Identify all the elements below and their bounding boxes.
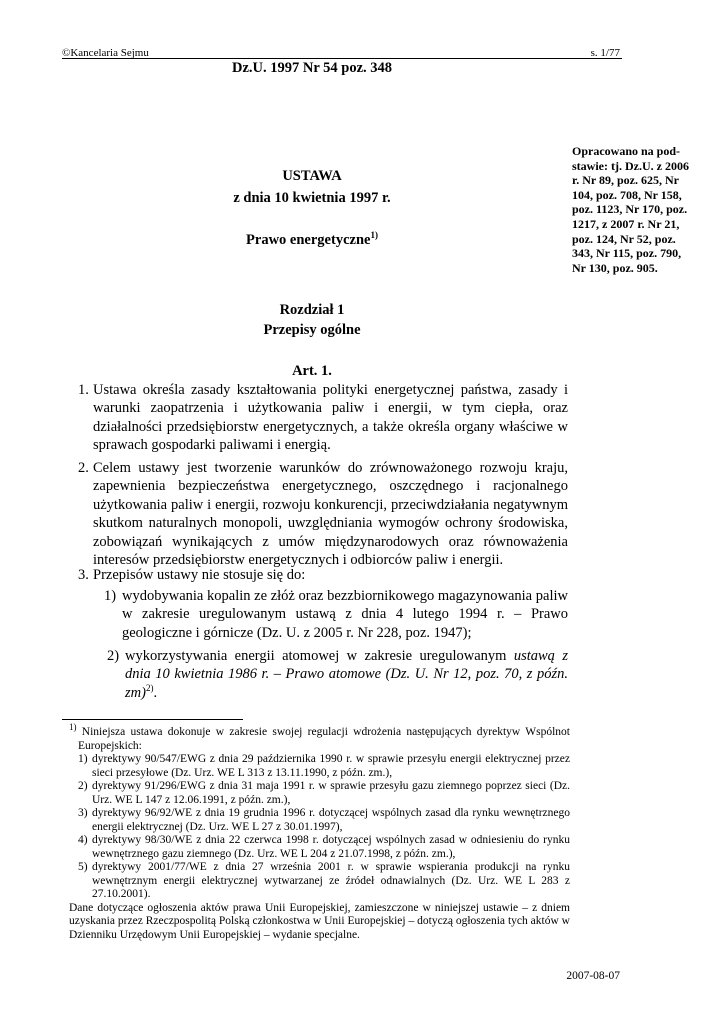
paragraph-2 bbox=[78, 459, 568, 569]
footnote-item-text: dyrektywy 91/296/EWG z dnia 31 maja 1991 r. w sprawie przesyłu gazu ziemnego poprzez sieci (Dz. Urz. WE L 147 z 12.06.1991, z późn. zm.), bbox=[92, 780, 570, 806]
footnote-1 bbox=[69, 722, 570, 942]
footnote-marker: 1) bbox=[69, 722, 77, 733]
paragraph-3 bbox=[78, 566, 568, 584]
footnote-item bbox=[78, 807, 570, 834]
footnote-separator bbox=[62, 719, 243, 720]
footnote-item-number: 4) bbox=[78, 834, 88, 846]
article-heading: Art. 1. bbox=[292, 363, 332, 379]
point-footnote-ref[interactable]: 2) bbox=[145, 682, 154, 693]
act-title bbox=[62, 232, 562, 249]
act-type: USTAWA bbox=[282, 168, 342, 184]
footnote-item-number: 5) bbox=[78, 861, 88, 873]
footnote-item bbox=[78, 753, 570, 780]
footnote-item-text: dyrektywy 96/92/WE z dnia 19 grudnia 1996 r. dotyczącej wspólnych zasad dla rynku wewnętrznego energii elektrycznej (Dz. Urz. WE L 27 z 30.01.1997), bbox=[92, 807, 570, 833]
chapter-number: Rozdział 1 bbox=[279, 302, 345, 318]
footer-date: 2007-08-07 bbox=[566, 970, 620, 982]
header-rule bbox=[62, 58, 622, 59]
footnote-item-text: dyrektywy 98/30/WE z dnia 22 czerwca 1998 r. dotyczącej wspólnych zasad w odniesieniu do rynku wewnętrznego gazu ziemnego (Dz. Urz. WE L 204 z 21.07.1998, z późn. zm.), bbox=[92, 834, 570, 860]
footnote-item-text: dyrektywy 90/547/EWG z dnia 29 października 1990 r. w sprawie przesyłu energii elektrycznej przez sieci przesyłowe (Dz. Urz. WE L 313 z 13.11.1990, z późn. zm.), bbox=[92, 753, 570, 779]
header-copyright: ©Kancelaria Sejmu bbox=[62, 47, 149, 59]
paragraph-text: Celem ustawy jest tworzenie warunków do zrównoważonego rozwoju kraju, zapewnienia bezpieczeństwa energetycznego, oszczędnego i racjonalnego użytkowania paliw i energii, rozwoju konkurencji, przeciwdziałania negatywnym skutkom naturalnych monopoli, uwzględniania wymogów ochrony środowiska, zobowiązań wynikających z umów międzynarodowych oraz równoważenia interesów przedsiębiorstw energetycznych i odbiorców paliw i energii. bbox=[93, 460, 568, 569]
paragraph-number: 3. bbox=[78, 567, 89, 583]
point-text-tail: . bbox=[153, 684, 158, 701]
side-note: Opracowano na pod-stawie: tj. Dz.U. z 2006 r. Nr 89, poz. 625, Nr 104, poz. 708, Nr 158, poz. 1123, Nr 170, poz. 1217, z 2007 r. Nr 21, poz. 124, Nr 52, poz. 343, Nr 115, poz. 790, Nr 130, poz. 905. bbox=[572, 144, 689, 275]
paragraph-number: 1. bbox=[78, 382, 89, 398]
document-reference: Dz.U. 1997 Nr 54 poz. 348 bbox=[232, 60, 393, 76]
act-date: z dnia 10 kwietnia 1997 r. bbox=[233, 190, 391, 206]
point-text bbox=[125, 647, 568, 702]
footnote-item bbox=[78, 861, 570, 902]
chapter-name: Przepisy ogólne bbox=[263, 322, 361, 338]
point-number: 2) bbox=[107, 648, 120, 664]
paragraph-1 bbox=[78, 381, 568, 455]
header-page-number: s. 1/77 bbox=[590, 47, 620, 59]
footnote-closing: Dane dotyczące ogłoszenia aktów prawa Unii Europejskiej, zamieszczone w niniejszej ustawie – z dniem uzyskania przez Rzeczpospolitą Polską członkostwa w Unii Europejskiej – dotyczą ogłoszenia tych aktów w Dzienniku Urzędowym Unii Europejskiej – wydanie specjalne. bbox=[69, 901, 570, 941]
footnote-intro-text: Niniejsza ustawa dokonuje w zakresie swojej regulacji wdrożenia następujących dyrektyw Wspólnot Europejskich: bbox=[78, 726, 570, 752]
act-title-text: Prawo energetyczne bbox=[246, 232, 371, 248]
footnote-intro bbox=[69, 722, 570, 753]
point-text-italic: ustawą z dnia 10 kwietnia 1986 r. – Prawo atomowe (Dz. U. Nr 12, poz. 70, z późn. zm) bbox=[125, 648, 568, 701]
point-text: wydobywania kopalin ze złóż oraz bezzbiornikowego magazynowania paliw w zakresie uregulowanym ustawą z dnia 4 lutego 1994 r. – Prawo geologiczne i górnicze (Dz. U. z 2005 r. Nr 228, poz. 1947); bbox=[122, 588, 568, 641]
footnote-item-number: 1) bbox=[78, 753, 88, 765]
point-1 bbox=[104, 587, 568, 642]
paragraph-text: Przepisów ustawy nie stosuje się do: bbox=[93, 567, 306, 583]
footnote-item bbox=[78, 834, 570, 861]
paragraph-number: 2. bbox=[78, 460, 89, 476]
footnote-item bbox=[78, 780, 570, 807]
act-title-footnote-ref[interactable]: 1) bbox=[370, 230, 378, 241]
point-text-plain: wykorzystywania energii atomowej w zakresie uregulowanym bbox=[125, 648, 514, 664]
point-2 bbox=[107, 647, 568, 702]
point-number: 1) bbox=[104, 588, 117, 604]
footnote-item-text: dyrektywy 2001/77/WE z dnia 27 września 2001 r. w sprawie wspierania produkcji na rynku wewnętrznym energii elektrycznej wytwarzanej ze źródeł odnawialnych (Dz. Urz. WE L 283 z 27.10.2001). bbox=[92, 861, 570, 900]
footnote-item-number: 2) bbox=[78, 780, 88, 792]
paragraph-text: Ustawa określa zasady kształtowania polityki energetycznej państwa, zasady i warunki zaopatrzenia i użytkowania paliw i energii, w tym ciepła, oraz działalności przedsiębiorstw energetycznych, a także określa organy właściwe w sprawach gospodarki paliwami i energią. bbox=[93, 382, 568, 454]
footnote-item-number: 3) bbox=[78, 807, 88, 819]
